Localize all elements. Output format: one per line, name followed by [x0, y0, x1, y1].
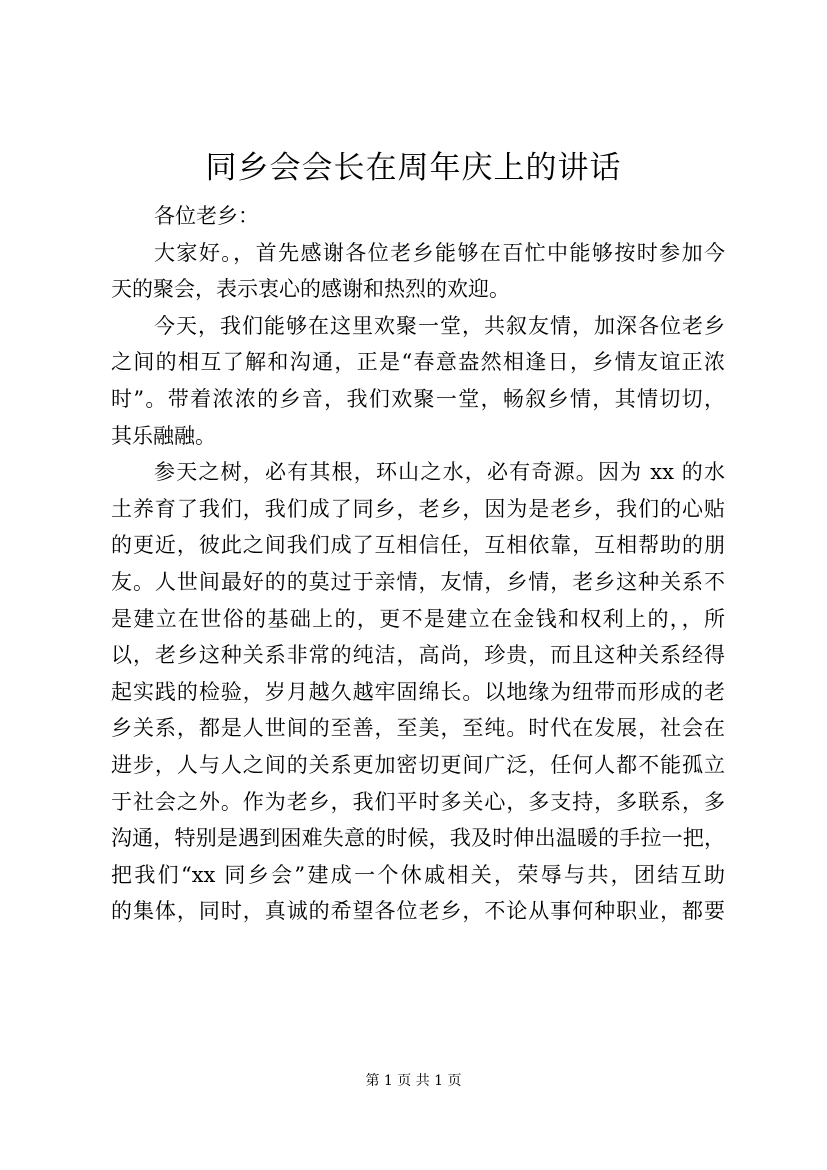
paragraph-line: 土养育了我们，我们成了同乡，老乡，因为是老乡，我们的心贴	[111, 496, 725, 521]
paragraph-line: 大家好。，首先感谢各位老乡能够在百忙中能够按时参加今	[154, 240, 725, 265]
paragraph-line: 沟通，特别是遇到困难失意的时候，我及时伸出温暖的手拉一把，	[111, 826, 725, 851]
paragraph-line: 之间的相互了解和沟通，正是“春意盎然相逢日，乡情友谊正浓	[111, 350, 725, 375]
document-body	[111, 198, 725, 930]
paragraph-line: 把我们“xx 同乡会”建成一个休戚相关，荣辱与共，团结互助	[111, 862, 725, 887]
paragraph-line: 的集体，同时，真诚的希望各位老乡，不论从事何种职业，都要	[111, 899, 725, 924]
document-title: 同乡会会长在周年庆上的讲话	[205, 150, 622, 186]
paragraph-line: 其乐融融。	[111, 423, 216, 448]
paragraph-line: 友。人世间最好的的莫过于亲情，友情，乡情，老乡这种关系不	[111, 569, 725, 594]
page-footer: 第 1 页 共 1 页	[365, 1073, 462, 1089]
paragraph-line: 时”。带着浓浓的乡音，我们欢聚一堂，畅叙乡情，其情切切，	[111, 386, 725, 411]
paragraph-line: 进步，人与人之间的关系更加密切更间广泛，任何人都不能孤立	[111, 752, 725, 777]
salutation-line: 各位老乡：	[154, 204, 259, 228]
paragraph-line: 起实践的检验，岁月越久越牢固绵长。以地缘为纽带而形成的老	[111, 679, 725, 704]
paragraph-line: 天的聚会，表示衷心的感谢和热烈的欢迎。	[111, 277, 510, 302]
paragraph-line: 乡关系，都是人世间的至善，至美，至纯。时代在发展，社会在	[111, 716, 725, 741]
paragraph-line: 以，老乡这种关系非常的纯洁，高尚，珍贵，而且这种关系经得	[111, 643, 725, 668]
paragraph-line: 于社会之外。作为老乡，我们平时多关心，多支持，多联系，多	[111, 789, 725, 814]
paragraph-line: 的更近，彼此之间我们成了互相信任，互相依靠，互相帮助的朋	[111, 533, 725, 558]
paragraph-line: 今天，我们能够在这里欢聚一堂，共叙友情，加深各位老乡	[154, 313, 725, 338]
paragraph-line: 是建立在世俗的基础上的，更不是建立在金钱和权利上的，，所	[111, 606, 725, 631]
paragraph-line: 参天之树，必有其根，环山之水，必有奇源。因为 xx 的水	[154, 460, 725, 485]
